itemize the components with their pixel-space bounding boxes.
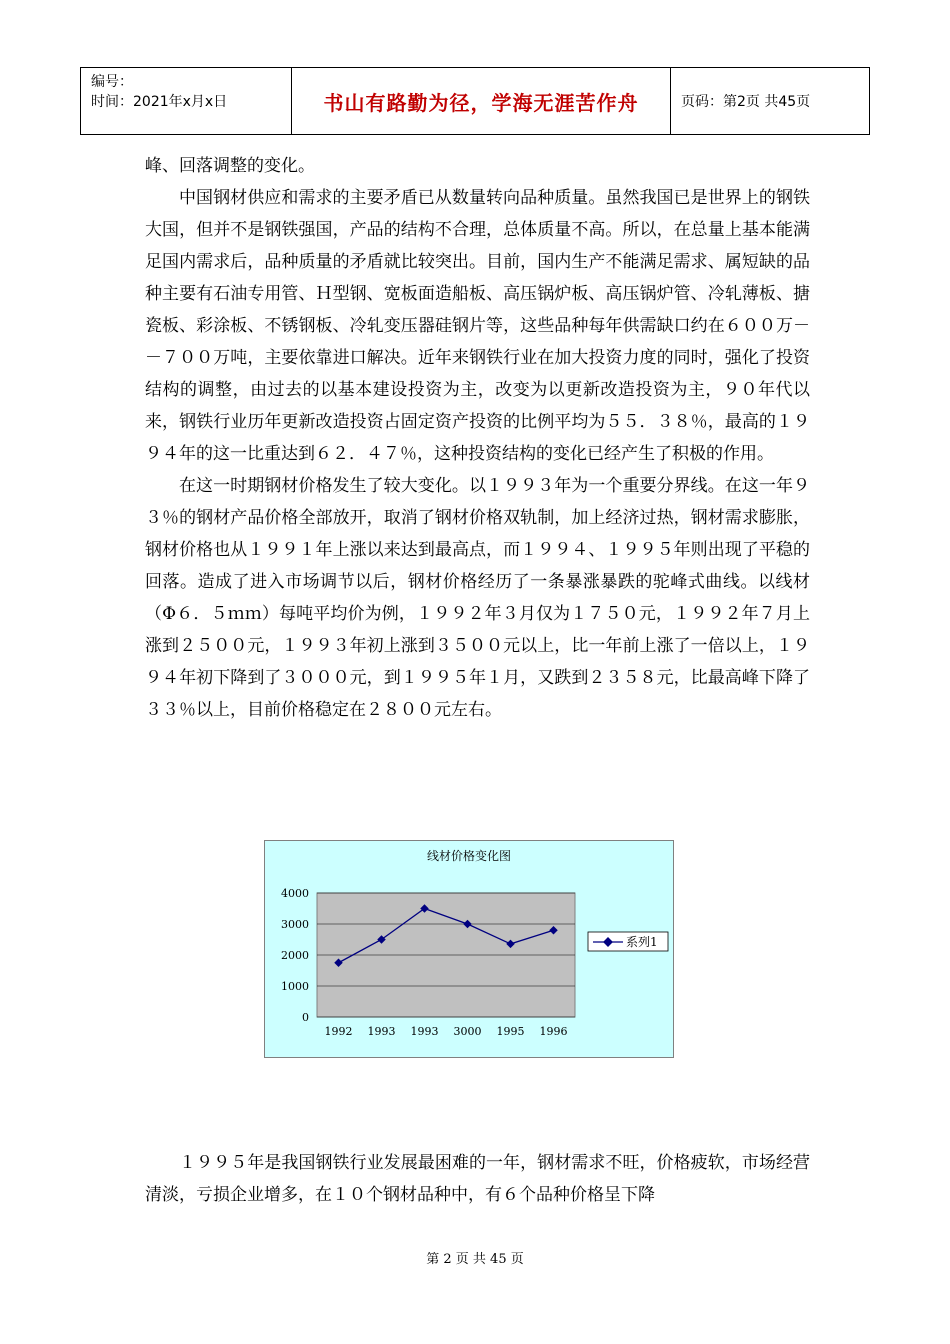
x-tick-label: 1992 bbox=[324, 1025, 353, 1038]
time-label: 时间：2021年x月x日 bbox=[91, 94, 228, 110]
header-slogan: 书山有路勤为径，学海无涯苦作舟 bbox=[292, 68, 671, 135]
paragraph-continuation: 峰、回落调整的变化。 bbox=[145, 156, 315, 176]
x-tick-label: 1993 bbox=[367, 1025, 396, 1038]
x-tick-label: 1996 bbox=[539, 1025, 568, 1038]
x-tick-label: 1993 bbox=[410, 1025, 439, 1038]
legend-label: 系列1 bbox=[626, 935, 658, 949]
body-text-continued bbox=[145, 1147, 810, 1211]
header-page-info: 页码：第2页 共45页 bbox=[671, 68, 870, 135]
y-tick-label: 1000 bbox=[281, 980, 309, 993]
chart-title: 线材价格变化图 bbox=[426, 849, 512, 863]
x-axis-ticks bbox=[325, 1025, 568, 1038]
header-left-cell bbox=[81, 68, 292, 135]
x-tick-label: 3000 bbox=[453, 1025, 482, 1038]
paragraph-steel-supply: 中国钢材供应和需求的主要矛盾已从数量转向品种质量。虽然我国已是世界上的钢铁大国，但并不是钢铁强国，产品的结构不合理，总体质量不高。所以，在总量上基本能满足国内需求后，品种质量的矛盾就比较突出。目前，国内生产不能满足需求、属短缺的品种主要有石油专用管、Ｈ型钢、宽板面造船板、高压锅炉板、高压锅炉管、冷轧薄板、搪瓷板、彩涂板、不锈钢板、冷轧变压器硅钢片等，这些品种每年供需缺口约在６００万－－７００万吨，主要依靠进口解决。近年来钢铁行业在加大投资力度的同时，强化了投资结构的调整，由过去的以基本建设投资为主，改变为以更新改造投资为主，９０年代以来，钢铁行业历年更新改造投资占固定资产投资的比例平均为５５．３８％，最高的１９９４年的这一比重达到６２．４７％，这种投资结构的变化已经产生了积极的作用。 bbox=[145, 188, 810, 464]
doc-number-label: 编号： bbox=[91, 74, 133, 90]
paragraph-price-change: 在这一时期钢材价格发生了较大变化。以１９９３年为一个重要分界线。在这一年９３％的钢材产品价格全部放开，取消了钢材价格双轨制，加上经济过热，钢材需求膨胀，钢材价格也从１９９１年上涨以来达到最高点，而１９９４、１９９５年则出现了平稳的回落。造成了进入市场调节以后，钢材价格经历了一条暴涨暴跌的驼峰式曲线。以线材（Φ６．５ｍｍ）每吨平均价为例，１９９２年３月仅为１７５０元，１９９２年７月上涨到２５００元，１９９３年初上涨到３５００元以上，比一年前上涨了一倍以上，１９９４年初下降到了３０００元，到１９９５年１月，又跌到２３５８元，比最高峰下降了３３％以上，目前价格稳定在２８００元左右。 bbox=[145, 476, 810, 720]
y-tick-label: 3000 bbox=[281, 918, 309, 931]
y-tick-label: 0 bbox=[302, 1011, 309, 1024]
y-axis-ticks bbox=[281, 887, 309, 1024]
page-footer: 第 2 页 共 45 页 bbox=[426, 1252, 524, 1267]
chart-svg bbox=[265, 841, 673, 1057]
x-tick-label: 1995 bbox=[496, 1025, 525, 1038]
body-text bbox=[145, 150, 810, 726]
wire-price-chart bbox=[264, 840, 674, 1058]
page-header bbox=[80, 67, 870, 135]
paragraph-1995: １９９５年是我国钢铁行业发展最困难的一年，钢材需求不旺，价格疲软，市场经营清淡，亏损企业增多，在１０个钢材品种中，有６个品种价格呈下降 bbox=[145, 1153, 810, 1205]
y-tick-label: 2000 bbox=[281, 949, 309, 962]
y-tick-label: 4000 bbox=[281, 887, 309, 900]
chart-legend bbox=[588, 932, 668, 951]
